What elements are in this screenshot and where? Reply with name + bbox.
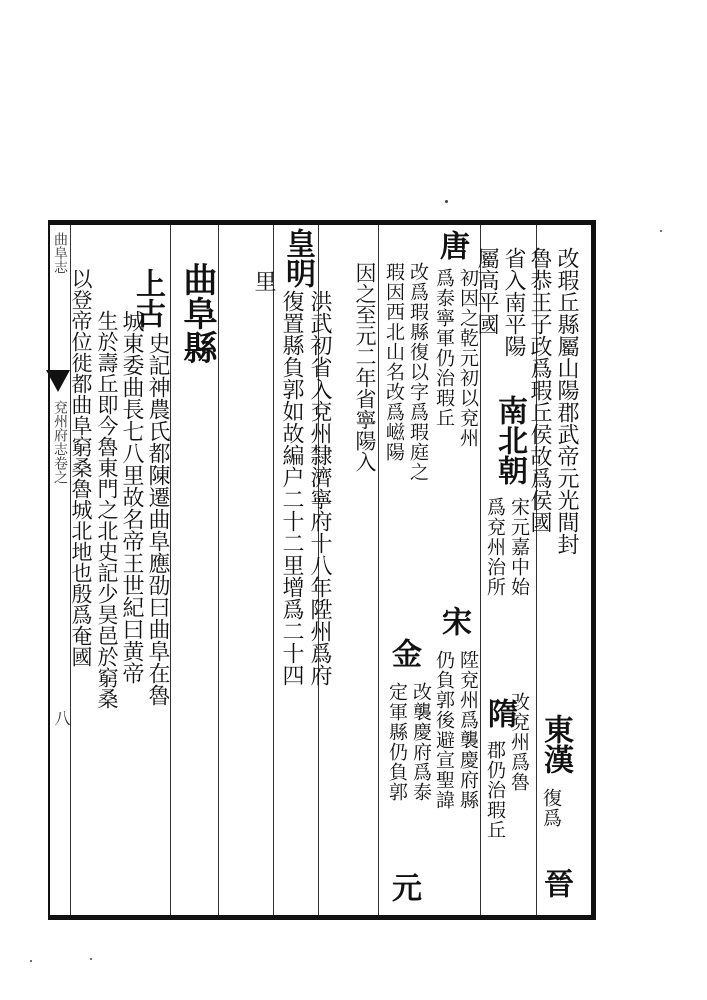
text-column-16: 以登帝位徙都曲阜窮桑魯城北地也殷爲奄國 — [69, 268, 93, 667]
column-rule — [378, 225, 379, 915]
column-rule — [218, 225, 219, 915]
top-border — [48, 220, 596, 225]
bottom-border — [48, 915, 596, 920]
text-column-2c: 復爲 — [540, 788, 562, 828]
dynasty-heading-north-south: 南北朝 — [492, 395, 527, 485]
gutter-book-title: 曲阜志 — [52, 232, 68, 274]
text-column-11: 里 — [251, 270, 276, 292]
dynasty-heading-sui: 隋 — [482, 698, 517, 728]
text-column-4b: 爲兗州治所 — [484, 497, 506, 597]
text-column-13: 史記神農氏都陳遷曲阜應劭曰曲阜在魯 — [145, 332, 170, 706]
dynasty-heading-jin: 晉 — [538, 868, 573, 898]
right-border — [591, 220, 596, 920]
text-column-5b: 爲泰寧軍仍治瑕丘 — [433, 268, 455, 428]
dynasty-heading-yuan: 元 — [386, 872, 421, 902]
text-column-5d: 陞兗州爲襲慶府縣 — [457, 650, 479, 810]
text-column-5e: 仍負郭後避宣聖諱 — [433, 650, 455, 810]
gutter-volume-title: 兗州府志卷之 — [52, 400, 68, 484]
paper-speck — [90, 958, 92, 960]
text-column-9: 洪武初省入兗州隸濟寧府十八年陞州爲府 — [307, 290, 332, 686]
text-column-3a: 省入南平陽 — [501, 247, 526, 357]
text-column-1: 改瑕丘縣屬山陽郡武帝元光間封 — [554, 247, 579, 555]
text-column-8: 因之至元二年省寧陽入 — [353, 262, 377, 472]
text-column-5a: 初因之乾元初以兗州 — [457, 268, 479, 448]
dynasty-heading-east-han: 東漢 — [538, 714, 573, 774]
fish-tail-mark — [46, 370, 70, 392]
text-column-4a: 屬高平國 — [474, 247, 499, 335]
dynasty-heading-ming: 皇明 — [280, 228, 315, 288]
paper-speck — [30, 960, 32, 962]
text-column-10: 復置縣負郭如故編户二十二里增爲二十四 — [279, 290, 304, 686]
column-rule — [273, 225, 274, 915]
dynasty-heading-jin-jurchen: 金 — [386, 638, 421, 668]
era-heading-high-antiquity: 上古 — [130, 268, 165, 328]
section-title-qufu-county: 曲阜縣 — [177, 262, 217, 364]
text-column-2a: 魯恭王子政爲瑕丘侯故爲侯國 — [527, 247, 552, 533]
text-column-15: 生於壽丘即今魯東門之北史記少昊邑於窮桑 — [95, 310, 119, 709]
text-column-6d: 定軍縣仍負郭 — [386, 682, 408, 802]
text-column-14: 城東委曲長七八里故名帝王世紀曰黄帝 — [119, 310, 144, 684]
left-border — [48, 220, 50, 920]
paper-speck — [660, 230, 662, 232]
text-column-6a: 改爲瑕縣復以字爲瑕庭之 — [407, 262, 429, 482]
paper-speck — [445, 200, 448, 203]
text-column-7: 瑕因西北山名改爲嵫陽 — [383, 262, 405, 462]
text-column-3c: 宋元嘉中始 — [508, 497, 530, 597]
dynasty-heading-song: 宋 — [436, 606, 471, 636]
column-rule — [170, 225, 171, 915]
text-column-4d: 郡仍治瑕丘 — [484, 740, 506, 840]
text-column-6c: 改襲慶府爲泰 — [410, 682, 432, 802]
text-column-3d: 改兗州爲魯 — [508, 692, 530, 792]
dynasty-heading-tang: 唐 — [434, 230, 469, 260]
gutter-folio-number: 八 — [52, 710, 71, 726]
